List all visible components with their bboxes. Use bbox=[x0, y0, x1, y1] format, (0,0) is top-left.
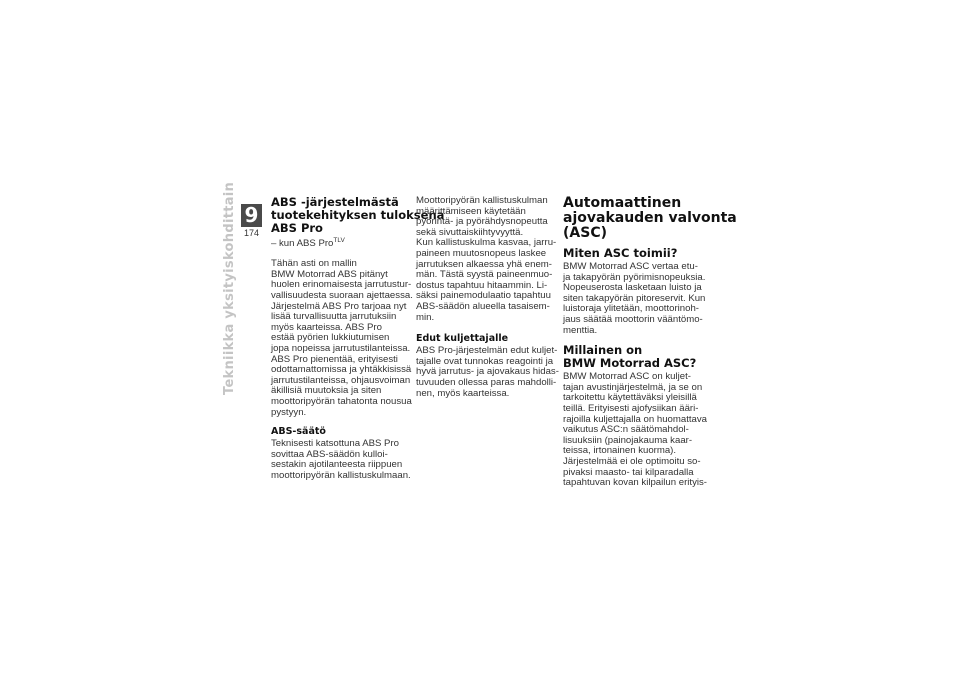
text-line: huolen erinomaisesta jarrutustur- bbox=[271, 279, 412, 291]
text-line: rajoilla kuljettajalla on huomattava bbox=[563, 413, 707, 425]
subtitle-text: – kun ABS Pro bbox=[271, 238, 334, 250]
asc-what-heading bbox=[563, 344, 703, 370]
text-line: ABS-säädön alueella tasaisem- bbox=[416, 300, 550, 312]
heading-line: Miten ASC toimii? bbox=[563, 246, 678, 260]
column-2 bbox=[416, 195, 559, 399]
text-line: moottoripyörän kallistuskulmaan. bbox=[271, 469, 411, 481]
text-line: Tähän asti on mallin bbox=[271, 258, 357, 270]
text-line: teissa, irtonainen kuorma). bbox=[563, 445, 677, 457]
text-line: määrittämiseen käytetään bbox=[416, 205, 526, 217]
abs-pro-heading bbox=[271, 195, 445, 235]
text-line: säksi painemodulaatio tapahtuu bbox=[416, 290, 551, 302]
text-line: sestakin ajotilanteesta riippuen bbox=[271, 459, 403, 471]
intro-paragraph bbox=[271, 259, 411, 418]
text-line: Moottoripyörän kallistuskulman bbox=[416, 195, 548, 206]
text-line: tarkoitettu käytettäväksi yleisillä bbox=[563, 392, 697, 404]
text-line: sovittaa ABS-säädön kulloi- bbox=[271, 448, 388, 460]
text-line: Järjestelmää ei ole optimoitu so- bbox=[563, 455, 701, 467]
text-line: jopa nopeissa jarrutustilanteissa. bbox=[271, 342, 411, 354]
text-line: ABS Pro pienentää, erityisesti bbox=[271, 353, 398, 365]
text-line: vaikutus ASC:n säätömahdol- bbox=[563, 424, 689, 436]
asc-what-paragraph bbox=[563, 371, 707, 489]
text-line: sekä sivuttaiskiihtyvyyttä. bbox=[416, 226, 524, 238]
text-line: tuvuuden ollessa paras mahdolli- bbox=[416, 376, 557, 388]
text-line: min. bbox=[416, 311, 435, 323]
text-line: BMW Motorrad ASC vertaa etu- bbox=[563, 261, 698, 272]
page-number: 174 bbox=[243, 228, 260, 238]
text-line: myös kaarteissa. ABS Pro bbox=[271, 321, 382, 333]
abs-pro-subtitle bbox=[271, 235, 411, 249]
heading-line: Millainen on bbox=[563, 343, 643, 358]
title-line: (ASC) bbox=[563, 225, 607, 241]
text-line: äkillisiä muutoksia ja siten bbox=[271, 385, 382, 397]
asc-how-paragraph bbox=[563, 261, 706, 336]
heading-line: ABS Pro bbox=[271, 221, 323, 235]
title-line: Automaattinen bbox=[563, 195, 682, 211]
subtitle-superscript: TLV bbox=[333, 237, 345, 244]
text-line: lisuuksiin (painojakauma kaar- bbox=[563, 434, 693, 446]
chapter-side-label: Tekniikka yksityiskohdittain bbox=[222, 181, 237, 395]
text-line: ABS Pro-järjestelmän edut kuljet- bbox=[416, 345, 558, 357]
text-line: Teknisesti katsottuna ABS Pro bbox=[271, 438, 399, 450]
text-line: Kun kallistuskulma kasvaa, jarru- bbox=[416, 237, 557, 249]
text-line: menttia. bbox=[563, 324, 598, 336]
asc-title bbox=[563, 195, 737, 241]
text-line: jarrutuksen alkaessa yhä enem- bbox=[416, 258, 552, 270]
text-line: moottoripyörän tahatonta nousua bbox=[271, 395, 412, 407]
text-line: lisää turvallisuutta jarrutuksiin bbox=[271, 311, 397, 323]
title-line: ajovakauden valvonta bbox=[563, 210, 737, 226]
text-line: ja takapyörän pyörimisnopeuksia. bbox=[563, 271, 706, 283]
text-line: BMW Motorrad ABS pitänyt bbox=[271, 268, 388, 280]
lean-angle-paragraph bbox=[416, 195, 557, 323]
rider-benefits-paragraph bbox=[416, 345, 559, 399]
text-line: hyvä jarrutus- ja ajovakaus hidas- bbox=[416, 366, 559, 378]
text-line: Nopeuserosta lasketaan luisto ja bbox=[563, 282, 702, 294]
rider-benefits-heading: Edut kuljettajalle bbox=[416, 333, 509, 345]
text-line: pyörintä- ja pyörähdysnopeutta bbox=[416, 216, 548, 228]
text-line: siten takapyörän pitoreservit. Kun bbox=[563, 292, 706, 304]
text-line: luistoraja ylitetään, moottorinoh- bbox=[563, 303, 699, 315]
text-line: tajan avustinjärjestelmä, ja se on bbox=[563, 381, 703, 393]
text-line: vallisuudesta suoraan ajettaessa. bbox=[271, 289, 413, 301]
heading-line: tuotekehityksen tuloksena bbox=[271, 208, 445, 222]
text-line: BMW Motorrad ASC on kuljet- bbox=[563, 371, 691, 383]
text-line: pivaksi maasto- tai kilparadalla bbox=[563, 466, 694, 478]
text-line: Järjestelmä ABS Pro tarjoaa nyt bbox=[271, 300, 407, 312]
text-line: teillä. Erityisesti ajofysiikan ääri- bbox=[563, 402, 699, 414]
text-line: nen, myös kaarteissa. bbox=[416, 387, 510, 399]
abs-control-paragraph bbox=[271, 439, 411, 481]
text-line: paineen muutosnopeus laskee bbox=[416, 247, 547, 259]
text-line: jaus säätää moottorin vääntömo- bbox=[563, 313, 703, 325]
text-line: estää pyörien lukkiutumisen bbox=[271, 332, 390, 344]
text-line: tapahtuvan kovan kilpailun erityis- bbox=[563, 477, 707, 489]
text-line: tajalle ovat tunnokas reagointi ja bbox=[416, 355, 554, 367]
text-line: män. Tästä syystä paineenmuo- bbox=[416, 269, 553, 281]
abs-control-heading: ABS-säätö bbox=[271, 426, 326, 438]
text-line: jarrutustilanteissa, ohjausvoiman bbox=[271, 374, 411, 386]
chapter-number: 9 bbox=[241, 204, 262, 227]
column-3 bbox=[563, 195, 737, 489]
heading-line: ABS -järjestelmästä bbox=[271, 195, 399, 209]
heading-line: BMW Motorrad ASC? bbox=[563, 356, 697, 371]
text-line: dostus tapahtuu hitaammin. Li- bbox=[416, 279, 548, 291]
text-line: odottamattomissa ja yhtäkkisissä bbox=[271, 364, 412, 376]
text-line: pystyyn. bbox=[271, 406, 307, 418]
asc-how-heading bbox=[563, 247, 703, 260]
